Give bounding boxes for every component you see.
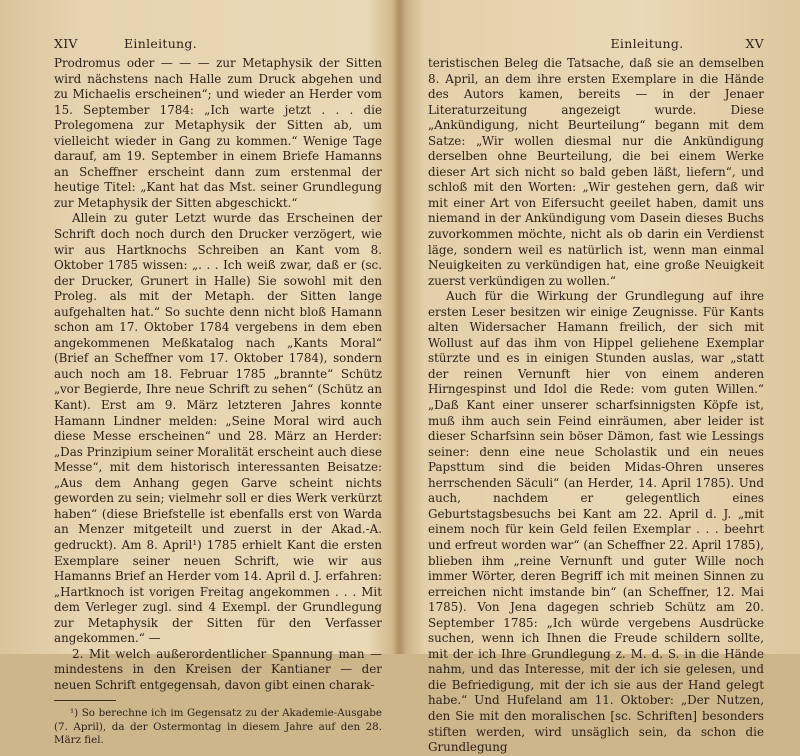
- right-paragraph-1: teristischen Beleg die Tatsache, daß sie an demselben 8. April, an dem ihre ersten Exemplare in die Hände des Autors kamen, bereits — in der Jenaer Literaturzeitung angezeigt wurde. Diese „Ankündigung, nicht Beurteilung“ begann mit dem Satze: „Wir wollen diesmal nur die Ankündigung derselben ohne Beurteilung, die bei einem Werke dieser Art sich nicht so bald geben läßt, liefern“, und schloß mit den Worten: „Wir gestehen gern, daß wir mit einer Art von Eifersucht geeilet haben, damit uns niemand in der Ankündigung vom Dasein dieses Buchs zuvorkommen möchte, nicht als ob darin ein Verdienst läge, sondern weil es natürlich ist, wenn man einmal Neuigkeiten zu verkündigen hat, eine große Neuigkeit zuerst verkündigen zu wollen.“: [428, 56, 764, 288]
- footnote-rule: [54, 700, 116, 701]
- left-paragraph-2: Allein zu guter Letzt wurde das Erscheinen der Schrift doch noch durch den Drucker verzögert, wie wir aus Hartknochs Schreiben an Kant vom 8. Oktober 1785 wissen: „. . . Ich weiß zwar, daß er (sc. der Drucker, Grunert in Halle) Sie sowohl mit den Proleg. als mit der Metaph. der Sitten lange aufgehalten hat.“ So suchte denn nicht bloß Hamann schon am 17. Oktober 1784 vergebens in dem eben angekommenen Meßkatalog nach „Kants Moral“ (Brief an Scheffner vom 17. Oktober 1784), sondern auch noch am 18. Februar 1785 „brannte“ Schütz „vor Begierde, Ihre neue Schrift zu sehen“ (Schütz an Kant). Erst am 9. März letzteren Jahres konnte Hamann Lindner melden: „Seine Moral wird auch diese Messe erscheinen“ und 28. März an Herder: „Das Prinzipium seiner Moralität erscheint auch diese Messe“, mit dem historisch interessanten Beisatze: „Aus dem Anhang gegen Garve scheint nichts geworden zu sein; vielmehr soll er dies Werk verkürzt haben“ (diese Briefstelle ist ebenfalls erst von Warda an Menzer mitgeteilt und zuerst in der Akad.-A. gedruckt). Am 8. April¹) 1785 erhielt Kant die ersten Exemplare seiner neuen Schrift, wie wir aus Hamanns Brief an Herder vom 14. April d. J. erfahren: „Hartknoch ist vorigen Freitag angekommen . . . Mit dem Verleger zugl. sind 4 Exempl. der Grundlegung zur Metaphysik der Sitten für den Verfasser angekommen.“ —: [54, 211, 382, 646]
- right-body-text: [428, 56, 764, 756]
- right-paragraph-2: Auch für die Wirkung der Grundlegung auf ihre ersten Leser besitzen wir einige Zeugnisse. Für Kants alten Widersacher Hamann freilich, der sich mit Wollust auf das ihm von Hippel geliehene Exemplar stürzte und es in einigen Stunden auslas, war „statt der reinen Vernunft hier von einem anderen Hirngespinst und Idol die Rede: vom guten Willen.“ „Daß Kant einer unserer scharfsinnigsten Köpfe ist, muß ihm auch sein Feind einräumen, aber leider ist dieser Scharfsinn sein böser Dämon, fast wie Lessings seiner: denn eine neue Scholastik und ein neues Papsttum sind die beiden Midas-Ohren unseres herrschenden Säculi“ (an Herder, 14. April 1785). Und auch, nachdem er gelegentlich eines Geburtstagsbesuchs bei Kant am 22. April d. J. „mit einem noch für kein Geld feilen Exemplar . . . beehrt und erfreut worden war“ (an Scheffner 22. April 1785), blieben ihm „reine Vernunft und guter Wille noch immer Wörter, deren Begriff ich mit meinen Sinnen zu erreichen nicht imstande bin“ (an Scheffner, 12. Mai 1785). Von Jena dagegen schrieb Schütz am 20. September 1785: „Ich würde vergebens Ausdrücke suchen, wenn ich Ihnen die Freude schildern sollte, mit der ich Ihre Grundlegung z. M. d. S. in die Hände nahm, und das Interesse, mit der ich sie gelesen, und die Befriedigung, mit der ich sie aus der Hand gelegt habe.“ Und Hufeland am 11. Oktober: „Der Nutzen, den Sie mit den moralischen [sc. Schriften] besonders stiften werden, wird unsäglich sein, da schon die Grundlegung: [428, 289, 764, 755]
- footnote: ¹) So berechne ich im Gegensatz zu der Akademie-Ausgabe (7. April), da der Ostermontag in diesem Jahre auf den 28. März fiel.: [54, 707, 382, 747]
- left-paragraph-1: Prodromus oder — — — zur Metaphysik der Sitten wird nächstens nach Halle zum Druck abgehen und zu Michaelis erscheinen“; und wieder an Herder vom 15. September 1784: „Ich warte jetzt . . . die Prolegomena zur Metaphysik der Sitten ab, um vielleicht wieder in Gang zu kommen.“ Wenige Tage darauf, am 19. September in einem Briefe Hamanns an Scheffner erscheint dann zum erstenmal der heutige Titel: „Kant hat das Mst. seiner Grundlegung zur Metaphysik der Sitten abgeschickt.“: [54, 56, 382, 210]
- left-paragraph-3: 2. Mit welch außerordentlicher Spannung man — mindestens in den Kreisen der Kantianer — der neuen Schrift entgegensah, davon gibt einen charak-: [54, 646, 382, 692]
- left-page: [0, 0, 398, 747]
- right-page-number: XV: [745, 36, 764, 51]
- right-running-title: Einleitung.: [610, 36, 684, 51]
- left-page-number: XIV: [54, 36, 78, 51]
- left-body-text: [54, 56, 382, 693]
- right-running-head: [428, 36, 764, 54]
- right-page: [404, 0, 800, 755]
- left-running-head: [54, 36, 382, 54]
- left-running-title: Einleitung.: [124, 36, 197, 51]
